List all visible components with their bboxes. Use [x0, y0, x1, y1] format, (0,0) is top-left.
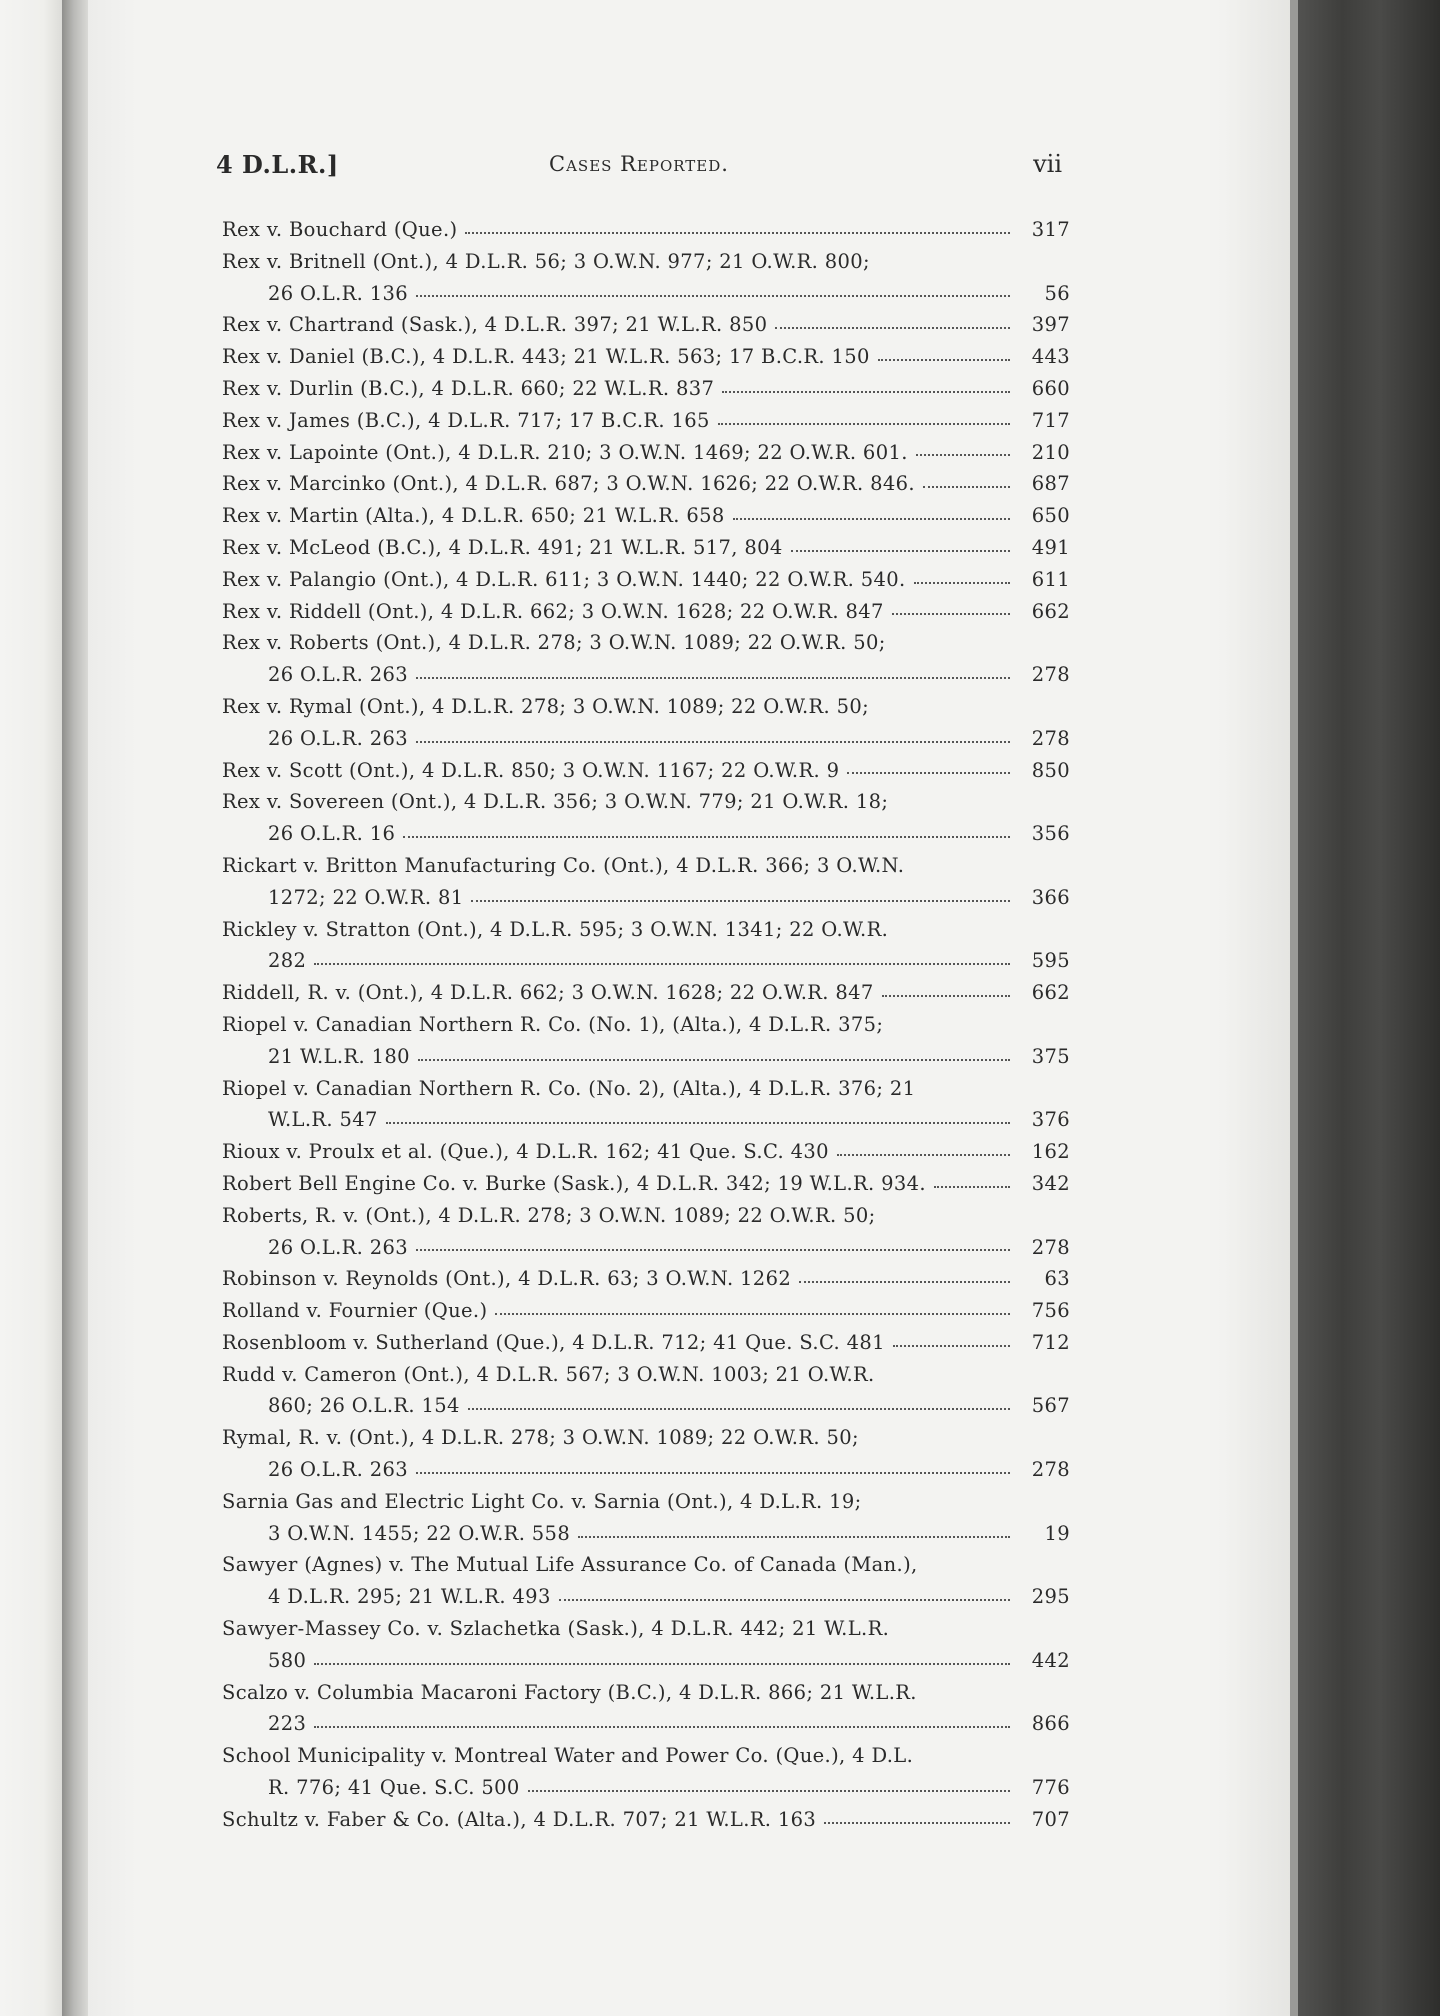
case-entry: [222, 596, 1070, 628]
case-line: [222, 1168, 1070, 1200]
case-page-number: 567: [1031, 1394, 1070, 1418]
case-citation: Rex v. Sovereen (Ont.), 4 D.L.R. 356; 3 O.W.N. 779; 21 O.W.R. 18;: [222, 790, 889, 814]
case-citation: Rex v. Scott (Ont.), 4 D.L.R. 850; 3 O.W.N. 1167; 22 O.W.R. 9: [222, 758, 840, 782]
case-line: [222, 1073, 1070, 1105]
case-entry: [222, 1486, 1070, 1550]
case-page-number: 317: [1031, 218, 1070, 241]
case-line: [222, 1390, 1070, 1422]
dot-leader: [418, 1059, 1010, 1061]
case-line: [222, 1486, 1070, 1518]
case-entry: [222, 1549, 1070, 1613]
case-citation: Rudd v. Cameron (Ont.), 4 D.L.R. 567; 3 O.W.N. 1003; 21 O.W.R.: [222, 1362, 875, 1386]
dot-leader: [791, 550, 1010, 552]
dot-leader: [528, 1790, 1010, 1792]
case-entry: [222, 1677, 1070, 1741]
case-entry: [222, 1359, 1070, 1423]
case-page-number: 295: [1031, 1585, 1070, 1609]
case-line: [222, 405, 1070, 437]
case-line: [222, 1136, 1070, 1168]
case-citation: Rymal, R. v. (Ont.), 4 D.L.R. 278; 3 O.W.N. 1089; 22 O.W.R. 50;: [222, 1426, 859, 1450]
case-page-number: 342: [1031, 1171, 1070, 1195]
dot-leader: [878, 359, 1010, 361]
case-line: [222, 1422, 1070, 1454]
case-citation: Robinson v. Reynolds (Ont.), 4 D.L.R. 63; 3 O.W.N. 1262: [222, 1267, 792, 1291]
dot-leader: [824, 1822, 1010, 1824]
case-entry: [222, 1136, 1070, 1168]
case-entry: [222, 1327, 1070, 1359]
case-page-number: 56: [1044, 281, 1070, 305]
dot-leader: [416, 1249, 1010, 1251]
case-line: [222, 1708, 1070, 1740]
case-line: [222, 246, 1070, 278]
case-page-number: 356: [1031, 822, 1070, 846]
dot-leader: [923, 486, 1010, 488]
case-page-number: 443: [1031, 345, 1070, 369]
dot-leader: [416, 1472, 1010, 1474]
case-entry: [222, 1613, 1070, 1677]
case-line: [222, 850, 1070, 882]
case-page-number: 376: [1031, 1108, 1070, 1132]
case-line: [222, 341, 1070, 373]
case-citation: Rex v. Marcinko (Ont.), 4 D.L.R. 687; 3 O.W.N. 1626; 22 O.W.R. 846.: [222, 472, 915, 496]
case-line: [222, 214, 1070, 246]
case-citation: Rex v. James (B.C.), 4 D.L.R. 717; 17 B.C.R. 165: [222, 408, 710, 432]
case-citation: Riopel v. Canadian Northern R. Co. (No. 2), (Alta.), 4 D.L.R. 376; 21: [222, 1076, 916, 1100]
case-citation: Rex v. Lapointe (Ont.), 4 D.L.R. 210; 3 O.W.N. 1469; 22 O.W.R. 601.: [222, 440, 908, 464]
case-line: [222, 1295, 1070, 1327]
case-citation: Rex v. Roberts (Ont.), 4 D.L.R. 278; 3 O.W.N. 1089; 22 O.W.R. 50;: [222, 631, 886, 655]
case-page-number: 850: [1031, 758, 1070, 782]
dot-leader: [882, 995, 1010, 997]
case-entry: [222, 1740, 1070, 1804]
dot-leader: [403, 836, 1010, 838]
page-edge: [1290, 0, 1298, 2016]
dot-leader: [314, 1663, 1010, 1665]
case-page-number: 375: [1031, 1044, 1070, 1068]
case-citation: Rex v. Rymal (Ont.), 4 D.L.R. 278; 3 O.W.N. 1089; 22 O.W.R. 50;: [222, 694, 870, 718]
case-citation: 21 W.L.R. 180: [268, 1044, 410, 1068]
dot-leader: [314, 1726, 1010, 1728]
case-citation: Rex v. Bouchard (Que.): [222, 218, 458, 241]
case-line: [222, 1263, 1070, 1295]
left-margin: [0, 0, 62, 2016]
case-entry: [222, 627, 1070, 691]
case-citation: Rex v. Chartrand (Sask.), 4 D.L.R. 397; 21 W.L.R. 850: [222, 313, 768, 337]
case-citation: Rickley v. Stratton (Ont.), 4 D.L.R. 595; 3 O.W.N. 1341; 22 O.W.R.: [222, 917, 889, 941]
case-citation: Rex v. Riddell (Ont.), 4 D.L.R. 662; 3 O.W.N. 1628; 22 O.W.R. 847: [222, 599, 884, 623]
case-citation: School Municipality v. Montreal Water and Power Co. (Que.), 4 D.L.: [222, 1744, 914, 1768]
case-line: [222, 500, 1070, 532]
case-entry: [222, 373, 1070, 405]
case-page-number: 595: [1031, 949, 1070, 973]
case-citation: R. 776; 41 Que. S.C. 500: [268, 1776, 520, 1800]
case-page-number: 210: [1031, 440, 1070, 464]
dot-leader: [722, 391, 1010, 393]
case-line: [222, 945, 1070, 977]
case-citation: Rex v. Daniel (B.C.), 4 D.L.R. 443; 21 W.L.R. 563; 17 B.C.R. 150: [222, 345, 870, 369]
case-line: [222, 818, 1070, 850]
dot-leader: [495, 1313, 1010, 1315]
case-entry: [222, 564, 1070, 596]
case-entry: [222, 1804, 1070, 1836]
case-page-number: 278: [1031, 663, 1070, 687]
case-citation: 223: [268, 1712, 307, 1736]
dot-leader: [914, 582, 1010, 584]
case-line: [222, 1200, 1070, 1232]
case-page-number: 442: [1031, 1648, 1070, 1672]
case-citation: Rex v. Martin (Alta.), 4 D.L.R. 650; 21 W.L.R. 658: [222, 504, 725, 528]
case-citation: 26 O.L.R. 263: [268, 663, 409, 687]
case-citation: 26 O.L.R. 263: [268, 726, 409, 750]
case-line: [222, 1327, 1070, 1359]
case-line: [222, 627, 1070, 659]
case-citation: 580: [268, 1648, 307, 1672]
case-page-number: 712: [1031, 1330, 1070, 1354]
running-header: [216, 150, 1062, 190]
case-line: [222, 1104, 1070, 1136]
dot-leader: [799, 1281, 1010, 1283]
case-citation: Rex v. Britnell (Ont.), 4 D.L.R. 56; 3 O.W.N. 977; 21 O.W.R. 800;: [222, 249, 870, 273]
case-page-number: 776: [1031, 1776, 1070, 1800]
case-line: [222, 1549, 1070, 1581]
case-page-number: 19: [1044, 1521, 1070, 1545]
dot-leader: [386, 1122, 1010, 1124]
case-page-number: 366: [1031, 885, 1070, 909]
case-entry: [222, 786, 1070, 850]
case-line: [222, 1740, 1070, 1772]
dot-leader: [416, 741, 1010, 743]
dot-leader: [416, 677, 1010, 679]
case-entry: [222, 532, 1070, 564]
case-page-number: 278: [1031, 1458, 1070, 1482]
cases-list: [222, 214, 1070, 1836]
case-line: [222, 723, 1070, 755]
case-line: [222, 1645, 1070, 1677]
case-page-number: 707: [1031, 1807, 1070, 1831]
case-line: [222, 755, 1070, 787]
case-page-number: 650: [1031, 504, 1070, 528]
dot-leader: [559, 1599, 1010, 1601]
case-entry: [222, 1200, 1070, 1264]
case-line: [222, 1677, 1070, 1709]
case-page-number: 278: [1031, 726, 1070, 750]
case-line: [222, 1232, 1070, 1264]
case-line: [222, 914, 1070, 946]
book-gutter: [62, 0, 88, 2016]
case-citation: Schultz v. Faber & Co. (Alta.), 4 D.L.R. 707; 21 W.L.R. 163: [222, 1807, 817, 1831]
case-line: [222, 278, 1070, 310]
case-page-number: 63: [1044, 1267, 1070, 1291]
case-entry: [222, 691, 1070, 755]
case-citation: Roberts, R. v. (Ont.), 4 D.L.R. 278; 3 O.W.N. 1089; 22 O.W.R. 50;: [222, 1203, 876, 1227]
case-citation: Riddell, R. v. (Ont.), 4 D.L.R. 662; 3 O.W.N. 1628; 22 O.W.R. 847: [222, 981, 874, 1005]
case-page-number: 491: [1031, 535, 1070, 559]
case-page-number: 662: [1031, 981, 1070, 1005]
case-entry: [222, 341, 1070, 373]
dot-leader: [893, 1345, 1010, 1347]
case-line: [222, 977, 1070, 1009]
case-entry: [222, 1073, 1070, 1137]
case-entry: [222, 755, 1070, 787]
case-citation: Sarnia Gas and Electric Light Co. v. Sarnia (Ont.), 4 D.L.R. 19;: [222, 1489, 862, 1513]
page-title: Cases Reported.: [549, 152, 729, 176]
page-number: vii: [1033, 150, 1062, 178]
dot-leader: [775, 327, 1010, 329]
case-citation: 282: [268, 949, 307, 973]
case-line: [222, 691, 1070, 723]
case-citation: 26 O.L.R. 136: [268, 281, 409, 305]
case-citation: 4 D.L.R. 295; 21 W.L.R. 493: [268, 1585, 551, 1609]
case-page-number: 278: [1031, 1235, 1070, 1259]
dot-leader: [416, 295, 1010, 297]
dot-leader: [314, 963, 1010, 965]
case-citation: Rickart v. Britton Manufacturing Co. (Ont.), 4 D.L.R. 366; 3 O.W.N.: [222, 853, 905, 877]
case-page-number: 162: [1031, 1140, 1070, 1164]
case-citation: Robert Bell Engine Co. v. Burke (Sask.), 4 D.L.R. 342; 19 W.L.R. 934.: [222, 1171, 926, 1195]
case-entry: [222, 468, 1070, 500]
case-line: [222, 564, 1070, 596]
volume-label: 4 D.L.R.]: [216, 150, 339, 179]
case-citation: Scalzo v. Columbia Macaroni Factory (B.C.), 4 D.L.R. 866; 21 W.L.R.: [222, 1680, 917, 1704]
case-citation: W.L.R. 547: [268, 1108, 378, 1132]
case-line: [222, 882, 1070, 914]
dot-leader: [892, 613, 1010, 615]
case-citation: Rex v. McLeod (B.C.), 4 D.L.R. 491; 21 W.L.R. 517, 804: [222, 535, 783, 559]
case-citation: 1272; 22 O.W.R. 81: [268, 885, 464, 909]
case-citation: 26 O.L.R. 263: [268, 1458, 409, 1482]
case-citation: Sawyer (Agnes) v. The Mutual Life Assurance Co. of Canada (Man.),: [222, 1553, 918, 1577]
book-spine: [1290, 0, 1440, 2016]
case-citation: Rex v. Durlin (B.C.), 4 D.L.R. 660; 22 W.L.R. 837: [222, 376, 715, 400]
case-citation: Rosenbloom v. Sutherland (Que.), 4 D.L.R. 712; 41 Que. S.C. 481: [222, 1330, 885, 1354]
case-page-number: 717: [1031, 408, 1070, 432]
dot-leader: [837, 1154, 1010, 1156]
case-citation: 860; 26 O.L.R. 154: [268, 1394, 460, 1418]
case-entry: [222, 309, 1070, 341]
dot-leader: [934, 1186, 1010, 1188]
case-page-number: 660: [1031, 376, 1070, 400]
case-line: [222, 1804, 1070, 1836]
case-entry: [222, 246, 1070, 310]
case-line: [222, 373, 1070, 405]
case-citation: 26 O.L.R. 16: [268, 822, 396, 846]
case-entry: [222, 850, 1070, 914]
case-line: [222, 659, 1070, 691]
case-line: [222, 786, 1070, 818]
case-entry: [222, 1009, 1070, 1073]
case-line: [222, 1041, 1070, 1073]
dot-leader: [468, 1408, 1010, 1410]
case-citation: Rioux v. Proulx et al. (Que.), 4 D.L.R. 162; 41 Que. S.C. 430: [222, 1140, 829, 1164]
case-entry: [222, 437, 1070, 469]
case-line: [222, 532, 1070, 564]
case-line: [222, 309, 1070, 341]
case-citation: Riopel v. Canadian Northern R. Co. (No. 1), (Alta.), 4 D.L.R. 375;: [222, 1012, 884, 1036]
case-line: [222, 437, 1070, 469]
case-line: [222, 1581, 1070, 1613]
dot-leader: [465, 232, 1010, 234]
case-citation: 3 O.W.N. 1455; 22 O.W.R. 558: [268, 1521, 571, 1545]
case-line: [222, 1518, 1070, 1550]
case-page-number: 866: [1031, 1712, 1070, 1736]
case-entry: [222, 1263, 1070, 1295]
case-entry: [222, 405, 1070, 437]
case-line: [222, 1359, 1070, 1391]
case-page-number: 687: [1031, 472, 1070, 496]
case-citation: Rolland v. Fournier (Que.): [222, 1299, 488, 1323]
case-entry: [222, 500, 1070, 532]
case-page-number: 397: [1031, 313, 1070, 337]
dot-leader: [733, 518, 1010, 520]
case-entry: [222, 977, 1070, 1009]
case-citation: Rex v. Palangio (Ont.), 4 D.L.R. 611; 3 O.W.N. 1440; 22 O.W.R. 540.: [222, 567, 906, 591]
case-line: [222, 596, 1070, 628]
dot-leader: [578, 1536, 1010, 1538]
case-line: [222, 1772, 1070, 1804]
case-entry: [222, 1422, 1070, 1486]
dot-leader: [847, 772, 1010, 774]
case-line: [222, 1613, 1070, 1645]
case-citation: Sawyer-Massey Co. v. Szlachetka (Sask.), 4 D.L.R. 442; 21 W.L.R.: [222, 1617, 890, 1641]
dot-leader: [718, 423, 1010, 425]
case-page-number: 662: [1031, 599, 1070, 623]
dot-leader: [471, 900, 1010, 902]
dot-leader: [916, 454, 1010, 456]
case-entry: [222, 214, 1070, 246]
case-line: [222, 1454, 1070, 1486]
case-entry: [222, 1168, 1070, 1200]
case-line: [222, 468, 1070, 500]
case-line: [222, 1009, 1070, 1041]
case-page-number: 756: [1031, 1299, 1070, 1323]
case-page-number: 611: [1031, 567, 1070, 591]
case-entry: [222, 1295, 1070, 1327]
case-entry: [222, 914, 1070, 978]
case-citation: 26 O.L.R. 263: [268, 1235, 409, 1259]
